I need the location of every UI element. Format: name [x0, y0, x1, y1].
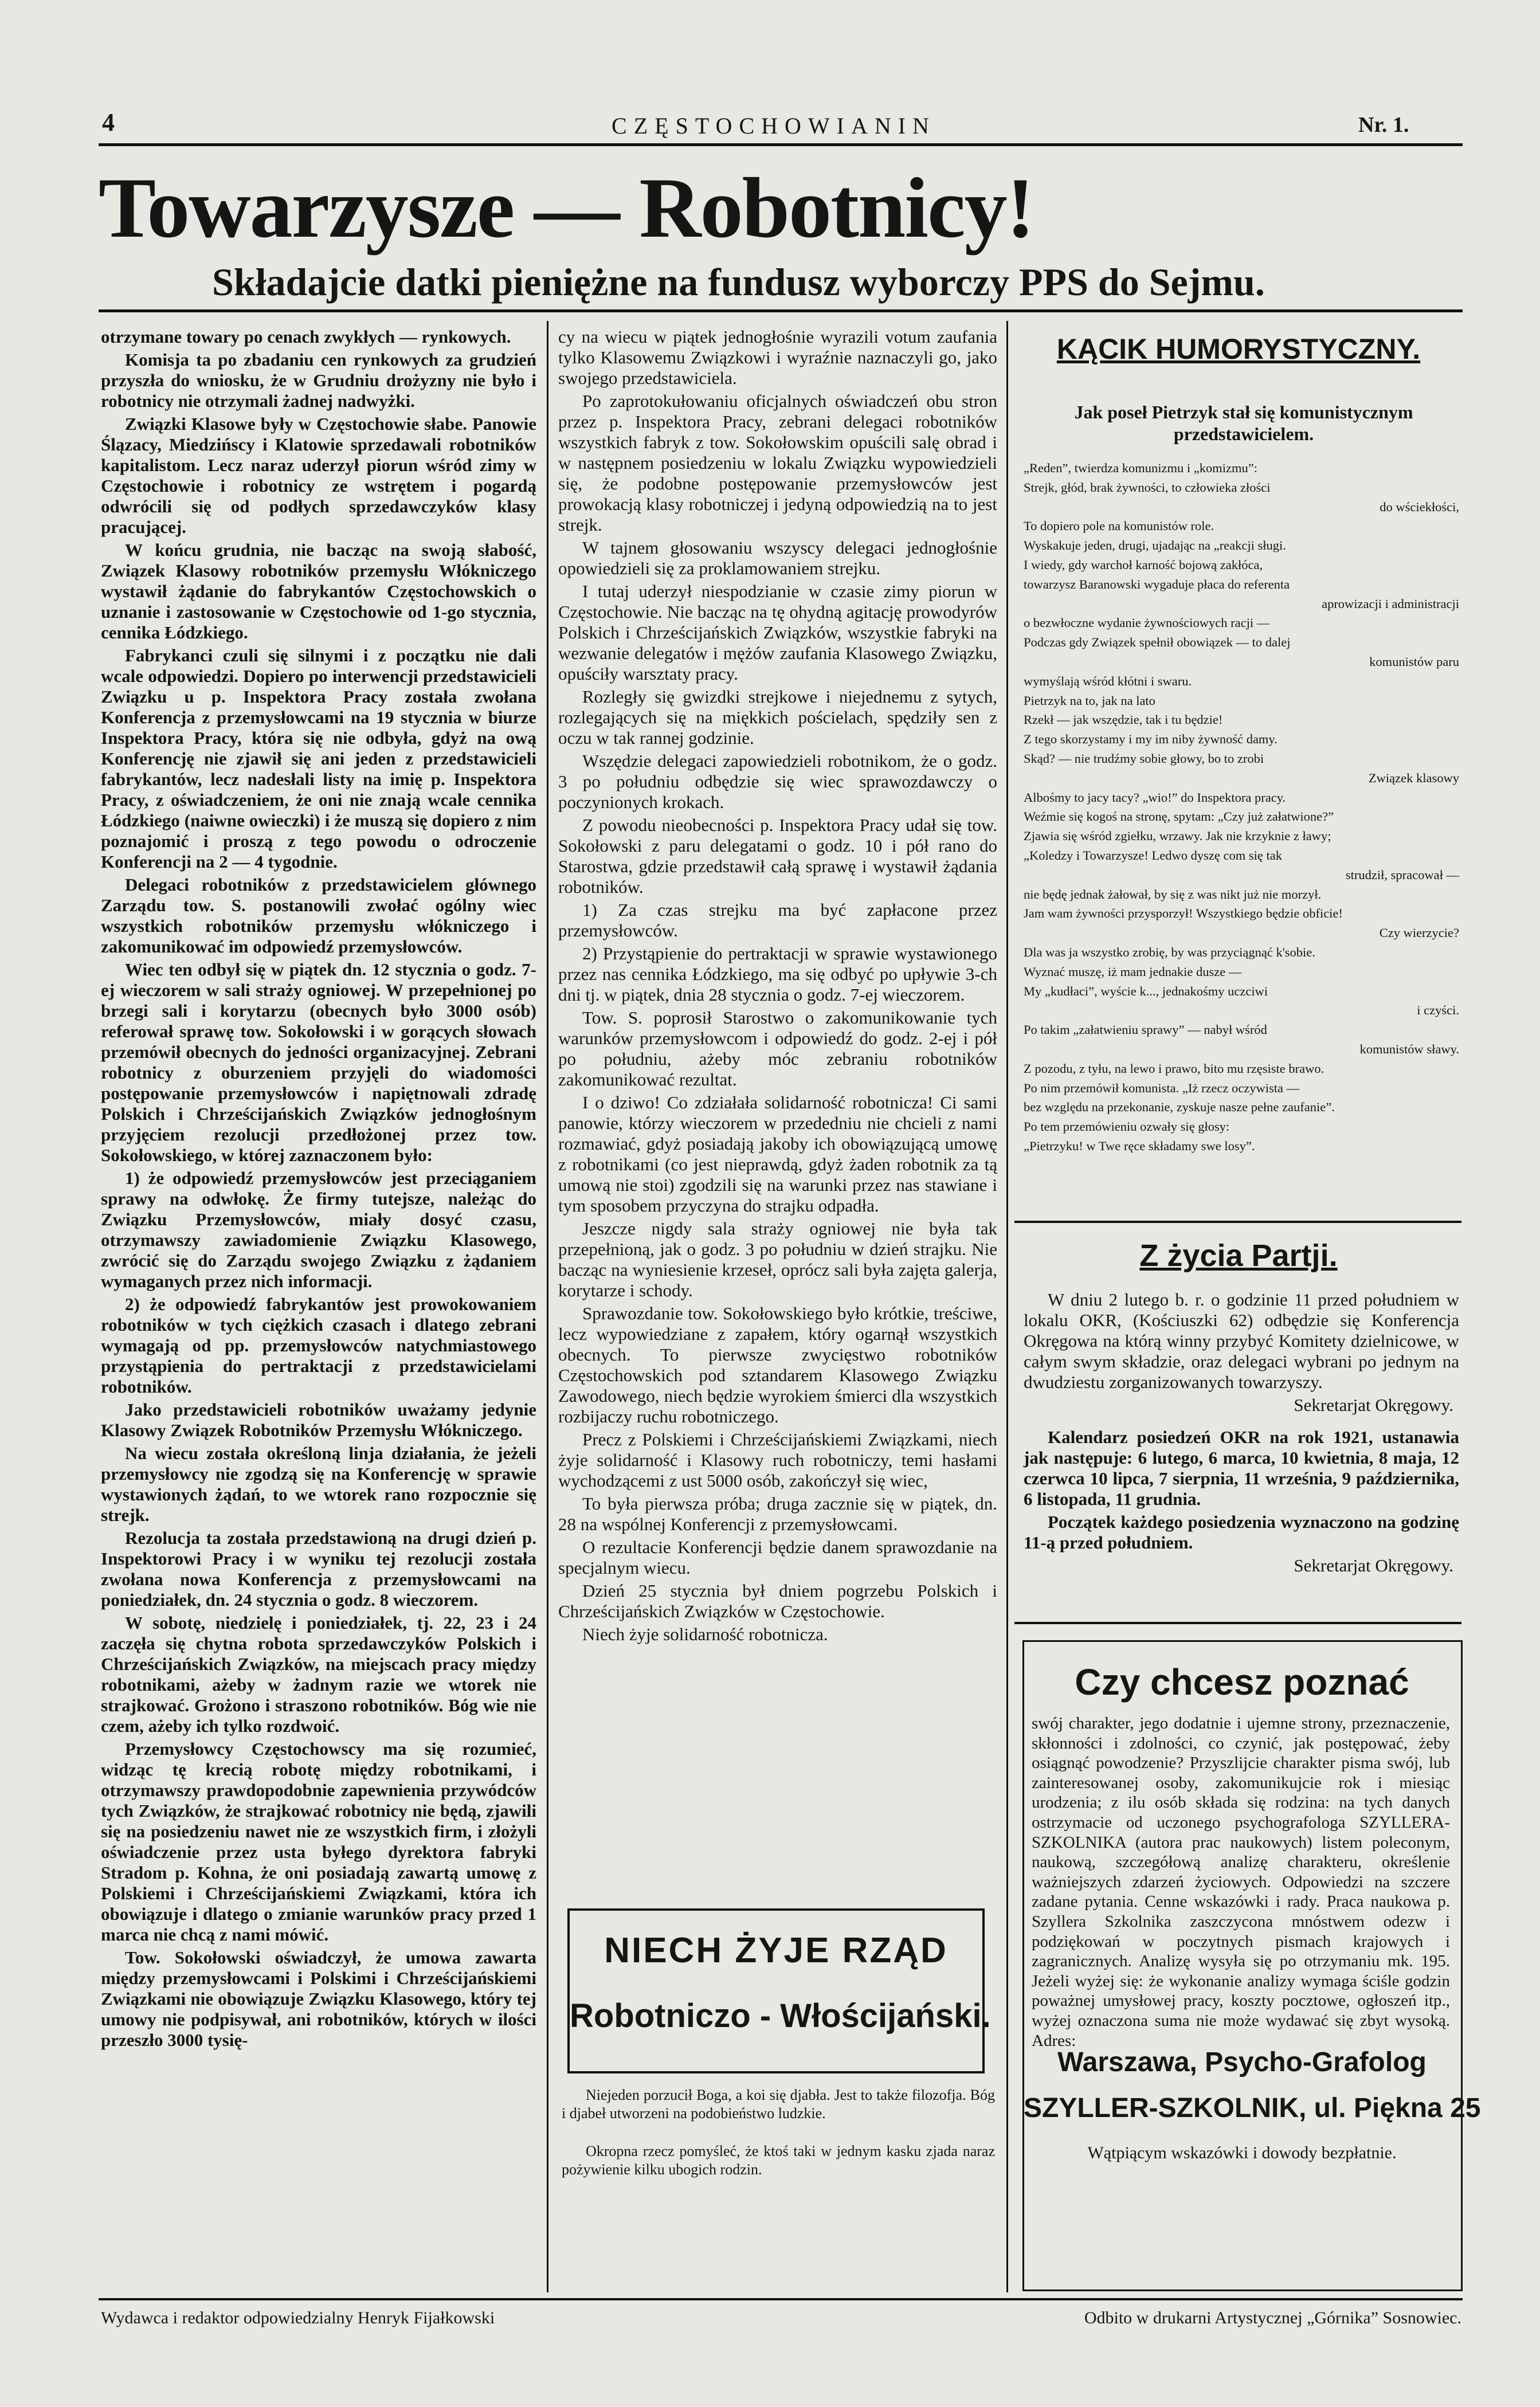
- footer-publisher: Wydawca i redaktor odpowiedzialny Henryk Fijałkowski: [101, 2308, 495, 2327]
- left-paragraph: 2) że odpowiedź fabrykantów jest prowokowaniem robotników w tych ciężkich czasach i dlatego zebrani wymagają od pp. przemysłowców natychmiastowego przystąpienia do pertraktacji z przedstawicielami robotników.: [101, 1294, 536, 1397]
- middle-paragraph: Wszędzie delegaci zapowiedzieli robotnikom, że o godz. 3 po południu odbędzie się wiec sprawozdawczy o poczynionych krokach.: [558, 751, 997, 812]
- middle-paragraph: Dzień 25 stycznia był dniem pogrzebu Polskich i Chrześcijańskich Związków w Częstochowie.: [558, 1581, 997, 1621]
- middle-paragraph: I o dziwo! Co zdziałała solidarność robotnicza! Ci sami panowie, którzy wieczorem w przededniu nie chcieli z nami rozmawiać, gdyż posiadają jakoby ich obowiązującą umowę z robotnikami (co jest nieprawdą, gdyż żaden robotnik za tą umową nie stoi) zgodzili się na warunki przez nas stawiane i tym sposobem przyczyna do strajku odpadła.: [558, 1092, 997, 1216]
- poem-line: Dla was ja wszystko zrobię, by was przyciągnąć k'sobie.: [1024, 944, 1315, 959]
- poem-line: I wiedy, gdy warchoł karność bojową zakłóca,: [1024, 557, 1263, 572]
- left-paragraph: Rezolucja ta została przedstawioną na drugi dzień p. Inspektorowi Pracy i w wyniku tej rezolucji została zwołana nowa Konferencja z przemysłowcami na poniedziałek, dn. 24 stycznia o godz. 8 wieczorem.: [101, 1528, 536, 1610]
- party-paragraph: Początek każdego posiedzenia wyznaczono na godzinę 11-ą przed południem.: [1024, 1512, 1459, 1553]
- party-title: Z życia Partji.: [1139, 1238, 1338, 1273]
- headline: Towarzysze — Robotnicy!: [99, 160, 1034, 256]
- poem-line: Rzekł — jak wszędzie, tak i tu będzie!: [1024, 712, 1223, 727]
- ad-address-line-2: SZYLLER-SZKOLNIK, ul. Piękna 25: [1024, 2093, 1481, 2123]
- ad-footer: Wątpiącym wskazówki i dowody bezpłatnie.: [1087, 2143, 1397, 2162]
- poem-line: Zjawia się wśród zgiełku, wrzawy. Jak nie krzyknie z ławy;: [1024, 829, 1331, 844]
- footer-rule: [99, 2298, 1463, 2300]
- middle-bottom-quotes: [562, 2086, 995, 2281]
- middle-paragraph: Niech żyje solidarność robotnicza.: [582, 1624, 828, 1644]
- slogan-line-1: NIECH ŻYJE RZĄD: [604, 1931, 948, 1970]
- middle-paragraph: Precz z Polskiemi i Chrześcijańskiemi Związkami, niech żyje solidarność i Klasowy ruch robotniczy, temi hasłami wychodzącemi z ust 5000 osób, zakończył się wiec,: [558, 1429, 997, 1491]
- poem-line: Albośmy to jacy tacy? „wio!” do Inspektora pracy.: [1024, 790, 1286, 805]
- middle-paragraph: Jeszcze nigdy sala straży ogniowej nie była tak przepełnioną, jak o godz. 3 po południu w dzień strajku. Nie bacząc na wyniesienie krzeseł, oprócz sali była zajęta galerja, korytarze i schody.: [558, 1218, 997, 1300]
- poem-line: do wściekłości,: [1380, 499, 1459, 514]
- left-paragraph: Fabrykanci czuli się silnymi i z początku nie dali wcale odpowiedzi. Dopiero po interwencji przedstawicieli Związku u p. Inspektora Pracy została zwołana Konferencja z przemysłowcami na 19 stycznia w biurze Inspektora Pracy, która się nie odbyła, gdyż na ową Konferencję nie zjawił się ani jeden z przedstawicieli fabrykantów, lecz nadesłali listy na imię p. Inspektora Pracy, z oświadczeniem, że oni nie znają wcale cennika Łódzkiego (naiwne owieczki) i że muszą się dopiero z nim poznajomić i proszą z tego powodu o odroczenie Konferencji na 2 — 4 tygodnie.: [101, 645, 536, 872]
- poem-line: wymyślają wśród kłótni i swaru.: [1024, 673, 1192, 688]
- middle-paragraph: To była pierwsza próba; druga zacznie się w piątek, dn. 28 na wspólnej Konferencji z przemysłowcami.: [558, 1493, 997, 1534]
- poem-line: komunistów paru: [1369, 654, 1459, 669]
- left-paragraph: otrzymane towary po cenach zwykłych — rynkowych.: [101, 327, 511, 347]
- middle-paragraph: Tow. S. poprosił Starostwo o zakomunikowanie tych warunków przemysłowcom i odpowiedź do godz. 2-ej i pół po południu, ażeby móc zebraniu robotników zakomunikować rezultat.: [558, 1008, 997, 1089]
- poem-line: bez względu na przekonanie, zyskuje nasze pełne zaufanie”.: [1024, 1100, 1335, 1115]
- header-rule: [99, 143, 1463, 146]
- middle-paragraph: W tajnem głosowaniu wszyscy delegaci jednogłośnie opowiedzieli się za proklamowaniem strejku.: [558, 538, 997, 578]
- party-signature: Sekretarjat Okręgowy.: [1294, 1395, 1453, 1415]
- poem-line: Związek klasowy: [1368, 770, 1459, 785]
- poem-line: Po tem przemówieniu ozwały się głosy:: [1024, 1119, 1230, 1134]
- humor-poem-title: Jak poseł Pietrzyk stał się komunistycznym przedstawicielem.: [1074, 402, 1413, 444]
- left-paragraph: Związki Klasowe były w Częstochowie słabe. Panowie Ślązacy, Miedzińscy i Klatowie sprzedawali robotników kapitalistom. Lecz naraz uderzył piorun wśród zimy w Częstochowie i robotnicy ze wstrętem i pogardą odwrócili się od podłych sprzedawczyków klasy pracującej.: [101, 414, 536, 537]
- poem-line: nie będę jednak żałował, by się z was nikt już nie morzył.: [1024, 887, 1322, 901]
- poem-line: Z tego skorzystamy i my im niby żywność damy.: [1024, 732, 1278, 747]
- middle-bottom-paragraph: Okropna rzecz pomyśleć, że ktoś taki w jednym kasku zjada naraz pożywienie kilku ubogich rodzin.: [562, 2143, 995, 2178]
- poem-line: Podczas gdy Związek spełnił obowiązek — to dalej: [1024, 635, 1291, 650]
- poem-line: „Reden”, twierdza komunizmu i „komizmu”:: [1024, 461, 1257, 475]
- poem-line: aprowizacji i administracji: [1322, 596, 1459, 611]
- left-paragraph: W sobotę, niedzielę i poniedziałek, tj. 22, 23 i 24 zaczęła się chytna robota sprzedawczyków Polskich i Chrześcijańskich Związków, na miejscach pracy między robotnikami, ażeby w żadnym razie we wtorek nie strajkować. Grożono i straszono robotników. Bóg wie nie czem, ażeby ich tylko rozdwoić.: [101, 1613, 536, 1736]
- humor-bottom-rule: [1014, 1221, 1461, 1223]
- page-number: 4: [102, 108, 115, 136]
- middle-paragraph: cy na wiecu w piątek jednogłośnie wyrazili votum zaufania tylko Klasowemu Związkowi i wyraźnie naznaczyli go, jako swojego przedstawiciela.: [558, 327, 997, 388]
- issue-number: Nr. 1.: [1358, 113, 1409, 137]
- poem-line: Po takim „załatwieniu sprawy” — nabył wśród: [1024, 1022, 1267, 1037]
- middle-paragraph: Z powodu nieobecności p. Inspektora Pracy udał się tow. Sokołowski z paru delegatami o godz. 10 i pół rano do Starostwa, gdzie przedstawił całą sprawę i wystawił żądania robotników.: [558, 815, 997, 897]
- middle-paragraph: Po zaprotokułowaniu oficjalnych oświadczeń obu stron przez p. Inspektora Pracy, zebrani delegaci robotników wszystkich fabryk z tow. Sokołowskim opuścili salę obrad i w następnem posiedzeniu w lokalu Związku wypowiedzieli się, że podobne postępowanie przemysłowców jest prowokacją klasy robotniczej i jedyną odpowiedzią na to jest strejk.: [558, 391, 997, 535]
- poem-line: To dopiero pole na komunistów role.: [1024, 519, 1214, 534]
- ad-title: Czy chcesz poznać: [1075, 1661, 1409, 1703]
- ad-body: [1032, 1714, 1450, 2050]
- slogan-box: [567, 1908, 991, 2073]
- left-column: [101, 327, 536, 2292]
- ad-body-text: swój charakter, jego dodatnie i ujemne strony, przeznaczenie, skłonności i zdolności, co czynić, jak postępować, żeby osiągnąć powodzenie? Przyszlijcie charakter pisma swój, lub zainteresowanej osoby, zakomunikujcie rok i miesiąc urodzenia; z ilu osób składa się rodzina: na tych danych ostrzymacie od uczonego psychografologa SZYLLERA-SZKOLNIKA (autora prac naukowych) listem poleconym, naukową, szczegółową analizę charakteru, określenie ważniejszych zdarzeń życiowych. Odpowiedzi na szczere zadane pytania. Cenne wskazówki i rady. Praca naukowa p. Szyllera Szkolnika zaszczycona mnóstwem odezw i podziękowań w poczytnych pismach krajowych i zagranicznych. Analizę wysyła się po otrzymaniu mk. 195. Jeżeli wyżej się: że wykonanie analizy wymaga ściśle godzin poważnej umysłowej pracy, koszty pocztowe, ogłoszeń itp., wyżej oznaczona suma nie może wydawać się zbyt wysoką. Adres:: [1032, 1714, 1450, 2050]
- middle-paragraph: 2) Przystąpienie do pertraktacji w sprawie wystawionego przez nas cennika Łódzkiego, ma się odbyć po upływie 3-ch dni tj. w piątek, dnia 28 stycznia o godz. 7-ej wieczorem.: [558, 943, 997, 1005]
- footer-printer: Odbito w drukarni Artystycznej „Górnika” Sosnowiec.: [1084, 2308, 1461, 2327]
- middle-column: [558, 327, 997, 1891]
- party-section: [1024, 1289, 1459, 1610]
- left-paragraph: Komisja ta po zbadaniu cen rynkowych za grudzień przyszła do wniosku, że w Grudniu drożyzny nie było i robotnicy nie otrzymali żadnej nadwyżki.: [101, 350, 536, 411]
- poem-line: „Pietrzyku! w Twe ręce składamy swe losy”.: [1024, 1138, 1255, 1153]
- left-paragraph: Tow. Sokołowski oświadczył, że umowa zawarta między przemysłowcami i Polskimi i Chrześcijańskiemi Związkami nie obowiązuje Związku Klasowego, który tej umowy nie podpisywał, ani robotników, których w ilości przeszło 3000 tysię-: [101, 1947, 536, 2050]
- poem-line: Po nim przemówił komunista. „Iż rzecz oczywista —: [1024, 1080, 1300, 1095]
- poem-line: Pietrzyk na to, jak na lato: [1024, 693, 1155, 708]
- poem-line: komunistów sławy.: [1359, 1041, 1459, 1056]
- poem-line: Czy wierzycie?: [1379, 926, 1459, 940]
- poem-line: Z pozodu, z tyłu, na lewo i prawo, bito mu rzęsiste brawo.: [1024, 1061, 1325, 1076]
- middle-paragraph: O rezultacie Konferencji będzie danem sprawozdanie na specjalnym wiecu.: [558, 1537, 997, 1578]
- column-divider-2: [1006, 321, 1008, 2292]
- humor-poem: [1024, 458, 1459, 1204]
- column-divider-1: [547, 321, 548, 2292]
- poem-line: „Koledzy i Towarzysze! Ledwo dyszę com się tak: [1024, 848, 1282, 863]
- poem-line: Wyskakuje jeden, drugi, ujadając na „reakcji sługi.: [1024, 538, 1286, 553]
- middle-bottom-paragraph: Niejeden porzucił Boga, a koi się djabła. Jest to także filozofja. Bóg i djabeł utworzeni na podobieństwo ludzkie.: [562, 2087, 995, 2122]
- poem-line: strudził, spracował —: [1345, 867, 1459, 882]
- left-paragraph: Delegaci robotników z przedstawicielem głównego Zarządu tow. S. postanowili zwołać ogólny wiec wszystkich robotników przemysłu włókniczego i zakomunikować im odpowiedź przemysłowców.: [101, 875, 536, 956]
- party-signature: Sekretarjat Okręgowy.: [1294, 1555, 1453, 1575]
- party-paragraph: W dniu 2 lutego b. r. o godzinie 11 przed południem w lokalu OKR, (Kościuszki 62) odbędzie się Konferencja Okręgowa na którą winny przybyć Komitety dzielnicowe, w całym swym składzie, oraz delegaci wybrani po jednym na dwudziestu zorganizowanych towarzyszy.: [1024, 1289, 1459, 1392]
- subheadline: Składajcie datki pieniężne na fundusz wyborczy PPS do Sejmu.: [212, 260, 1265, 304]
- middle-paragraph: I tutaj uderzył niespodzianie w czasie zimy piorun w Częstochowie. Nie bacząc na tę ohydną agitację prowodyrów Polskich i Chrześcijańskich Związków, wszystkie fabryki na wezwanie delegatów i mężów zaufania Klasowego Związku, opuściły warsztaty pracy.: [558, 581, 997, 684]
- poem-line: i czyści.: [1417, 1003, 1459, 1018]
- middle-paragraph: 1) Za czas strejku ma być zapłacone przez przemysłowców.: [558, 900, 997, 940]
- slogan-line-2: Robotniczo - Włościjański.: [570, 1997, 991, 2034]
- poem-line: Jam wam żywności przysporzył! Wszystkiego będzie obficie!: [1024, 906, 1343, 921]
- left-paragraph: W końcu grudnia, nie bacząc na swoją słabość, Związek Klasowy robotników przemysłu Włókniczego wystawił żądanie do fabrykantów Częstochowskich o uznanie i zastosowanie w Częstochowie od 1-go stycznia, cennika Łódzkiego.: [101, 540, 536, 642]
- poem-line: Weźmie się kogoś na stronę, spytam: „Czy już załatwione?”: [1024, 809, 1334, 824]
- subheadline-rule: [99, 309, 1463, 312]
- middle-paragraph: Sprawozdanie tow. Sokołowskiego było krótkie, treściwe, lecz wypowiedziane z zapałem, który ogarnął wszystkich obecnych. To pierwsze zwycięstwo robotników Częstochowskich pod sztandarem Klasowego Związku Zawodowego, niech będzie wyrokiem śmierci dla wszystkich rozbijaczy ruchu robotniczego.: [558, 1303, 997, 1426]
- poem-line: towarzysz Baranowski wygaduje płaca do referenta: [1024, 577, 1290, 591]
- left-paragraph: 1) że odpowiedź przemysłowców jest przeciąganiem sprawy na odwłokę. Że firmy tutejsze, należąc do Związku Przemysłowców, miały dosyć czasu, otrzymawszy zawiadomienie Związku Klasowego, zwrócić się do Zarządu swojego Związku z żądaniem wymaganych przez nich informacji.: [101, 1168, 536, 1291]
- party-paragraph: Kalendarz posiedzeń OKR na rok 1921, ustanawia jak następuje: 6 lutego, 6 marca, 10 kwietnia, 8 maja, 12 czerwca 10 lipca, 7 sierpnia, 11 września, 9 października, 6 listopada, 11 grudnia.: [1024, 1427, 1459, 1509]
- middle-paragraph: Rozległy się gwizdki strejkowe i niejednemu z sytych, rozlegających się na miękkich pościelach, spędziły sen z oczu w tak rannej godzinie.: [558, 687, 997, 748]
- left-paragraph: Przemysłowcy Częstochowscy ma się rozumieć, widząc tę krecią robotę między robotnikami, i otrzymawszy prawdopodobnie zapewnienia przywódców tych Związków, że strajkować robotnicy nie będą, zjawili się na posiedzeniu nawet nie ze wszystkich firm, i złożyli oświadczenie przez usta byłego dyrektora fabryki Stradom p. Kohna, że oni posiadają zawartą umowę z Polskiemi i Chrześcijańskiemi Związkami, która ich obowiązuje i dlatego o zmianie warunków pracy przed 1 marca nie chcą z nami mówić.: [101, 1739, 536, 1945]
- left-paragraph: Jako przedstawicieli robotników uważamy jedynie Klasowy Związek Robotników Przemysłu Włókniczego.: [101, 1399, 536, 1440]
- poem-line: o bezwłoczne wydanie żywnościowych racji —: [1024, 616, 1270, 630]
- party-bottom-rule: [1014, 1622, 1461, 1624]
- ad-address-line-1: Warszawa, Psycho-Grafolog: [1057, 2047, 1427, 2077]
- left-paragraph: Na wiecu została określoną linja działania, że jeżeli przemysłowcy nie zgodzą się na Konferencję w sprawie wystawionych żądań, to we wtorek rano rozpocznie się strejk.: [101, 1443, 536, 1525]
- poem-line: Skąd? — nie trudźmy sobie głowy, bo to zrobi: [1024, 751, 1264, 766]
- poem-line: Wyznać muszę, iż mam jednakie dusze —: [1024, 964, 1242, 979]
- left-paragraph: Wiec ten odbył się w piątek dn. 12 stycznia o godz. 7-ej wieczorem w sali straży ogniowej. W przepełnionej po brzegi sali i korytarzu (obecnych było 3000 osób) referował sprawę tow. Sokołowski i w gorących słowach przemówił obecnych do jedności organizacyjnej. Zebrani robotnicy z oburzeniem przyjęli do wiadomości postępowanie przemysłowców i napiętnowali zdradę Polskich i Chrześcijańskich Związków jednogłośnym przyjęciem rezolucji przedłożonej przez tow. Sokołowskiego, w której zaznaczonem było:: [101, 959, 536, 1165]
- poem-line: My „kudłaci”, wyście k..., jednakośmy uczciwi: [1024, 983, 1268, 998]
- masthead: CZĘSTOCHOWIANIN: [612, 113, 936, 139]
- poem-line: Strejk, głód, brak żywności, to człowieka złości: [1024, 480, 1271, 495]
- humor-title: KĄCIK HUMORYSTYCZNY.: [1056, 333, 1421, 365]
